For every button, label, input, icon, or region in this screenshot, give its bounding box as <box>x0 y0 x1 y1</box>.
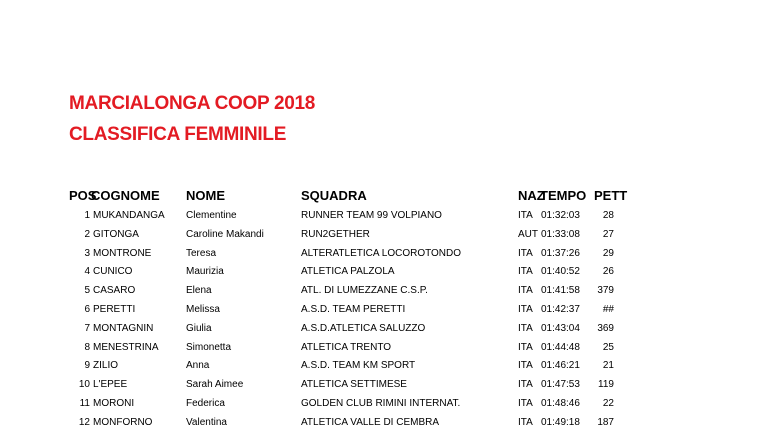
row-position: 4 <box>84 266 90 278</box>
row-bib-number: 25 <box>602 341 614 353</box>
row-team: ATLETICA VALLE DI CEMBRA <box>301 416 440 428</box>
table-row <box>0 398 768 416</box>
row-team: GOLDEN CLUB RIMINI INTERNAT. <box>301 398 461 409</box>
row-position: 12 <box>78 416 90 428</box>
row-position: 10 <box>78 379 90 391</box>
row-team: A.S.D.ATLETICA SALUZZO <box>301 322 426 334</box>
row-time: 01:44:48 <box>541 341 580 353</box>
row-position: 6 <box>84 304 90 315</box>
row-first-name: Federica <box>186 398 225 409</box>
row-nationality: ITA <box>518 285 533 297</box>
row-time: 01:33:08 <box>541 228 580 240</box>
row-time: 01:40:52 <box>541 266 580 278</box>
row-first-name: Teresa <box>186 247 217 259</box>
row-time: 01:43:04 <box>541 322 580 334</box>
row-nationality: ITA <box>518 398 533 409</box>
row-surname: PERETTI <box>93 304 136 315</box>
row-first-name: Clementine <box>186 210 237 221</box>
table-row <box>0 248 768 266</box>
table-row <box>0 342 768 360</box>
row-bib-number: 27 <box>602 228 614 240</box>
row-position: 2 <box>84 228 90 240</box>
header-nome: NOME <box>186 188 225 203</box>
row-surname: L'EPEE <box>93 379 128 391</box>
row-bib-number: 369 <box>597 322 614 334</box>
header-naz: NAZ <box>518 188 545 203</box>
row-nationality: ITA <box>518 266 533 278</box>
row-nationality: ITA <box>518 322 533 334</box>
row-surname: MUKANDANGA <box>93 210 165 221</box>
header-pett: PETT <box>594 188 628 203</box>
row-surname: MONFORNO <box>93 416 153 428</box>
row-nationality: AUT <box>518 228 538 240</box>
table-row <box>0 417 768 435</box>
header-cognome: COGNOME <box>91 188 160 203</box>
row-first-name: Melissa <box>186 304 220 315</box>
row-nationality: ITA <box>518 341 533 353</box>
row-nationality: ITA <box>518 416 533 428</box>
row-team: ATLETICA SETTIMESE <box>301 379 407 391</box>
row-bib-number: 119 <box>598 379 614 391</box>
table-row <box>0 323 768 341</box>
row-team: ATL. DI LUMEZZANE C.S.P. <box>301 285 428 297</box>
row-nationality: ITA <box>518 247 533 259</box>
row-bib-number: ## <box>602 304 614 315</box>
row-bib-number: 22 <box>602 398 614 409</box>
header-tempo: TEMPO <box>540 188 587 203</box>
row-surname: ZILIO <box>93 360 119 372</box>
row-time: 01:37:26 <box>541 247 580 259</box>
row-first-name: Sarah Aimee <box>186 379 244 391</box>
row-time: 01:48:46 <box>541 398 580 409</box>
row-position: 7 <box>84 322 90 334</box>
row-position: 5 <box>84 285 90 297</box>
row-first-name: Elena <box>186 285 212 297</box>
row-first-name: Maurizia <box>186 266 224 278</box>
document-title: MARCIALONGA COOP 2018 <box>69 93 316 114</box>
row-position: 1 <box>84 210 90 221</box>
row-bib-number: 26 <box>602 266 614 278</box>
row-surname: GITONGA <box>93 228 139 240</box>
row-surname: MONTRONE <box>93 247 152 259</box>
row-surname: MENESTRINA <box>93 341 159 353</box>
table-row <box>0 266 768 284</box>
header-squadra: SQUADRA <box>301 188 367 203</box>
row-nationality: ITA <box>518 304 533 315</box>
row-team: RUN2GETHER <box>301 228 370 240</box>
row-surname: MORONI <box>93 398 135 409</box>
table-row <box>0 304 768 322</box>
row-first-name: Caroline Makandi <box>186 228 264 240</box>
table-row <box>0 285 768 303</box>
row-bib-number: 29 <box>602 247 614 259</box>
row-bib-number: 187 <box>597 416 614 428</box>
row-team: ALTERATLETICA LOCOROTONDO <box>301 247 462 259</box>
row-position: 8 <box>84 341 90 353</box>
row-time: 01:49:18 <box>541 416 580 428</box>
row-time: 01:47:53 <box>541 379 580 391</box>
table-row <box>0 210 768 228</box>
row-team: RUNNER TEAM 99 VOLPIANO <box>301 210 442 221</box>
row-surname: CASARO <box>93 285 136 297</box>
row-position: 9 <box>84 360 90 372</box>
row-nationality: ITA <box>518 379 533 391</box>
row-position: 11 <box>79 398 90 409</box>
row-time: 01:41:58 <box>541 285 580 297</box>
row-first-name: Simonetta <box>186 341 232 353</box>
row-bib-number: 379 <box>597 285 614 297</box>
row-nationality: ITA <box>518 210 533 221</box>
document-subtitle: CLASSIFICA FEMMINILE <box>69 124 287 145</box>
row-team: A.S.D. TEAM PERETTI <box>301 304 406 315</box>
row-first-name: Valentina <box>186 416 227 428</box>
row-time: 01:32:03 <box>541 210 580 221</box>
row-team: ATLETICA TRENTO <box>301 341 392 353</box>
row-team: ATLETICA PALZOLA <box>301 266 395 278</box>
row-surname: CUNICO <box>93 266 133 278</box>
row-nationality: ITA <box>518 360 533 372</box>
row-time: 01:42:37 <box>541 304 580 315</box>
row-first-name: Giulia <box>186 322 212 334</box>
table-row <box>0 379 768 397</box>
row-bib-number: 21 <box>602 360 614 372</box>
row-position: 3 <box>84 247 90 259</box>
table-row <box>0 360 768 378</box>
row-bib-number: 28 <box>602 210 614 221</box>
row-team: A.S.D. TEAM KM SPORT <box>301 360 416 372</box>
table-row <box>0 229 768 247</box>
row-first-name: Anna <box>186 360 210 372</box>
row-surname: MONTAGNIN <box>93 322 154 334</box>
header-pos: POS <box>69 188 97 203</box>
row-time: 01:46:21 <box>541 360 580 372</box>
